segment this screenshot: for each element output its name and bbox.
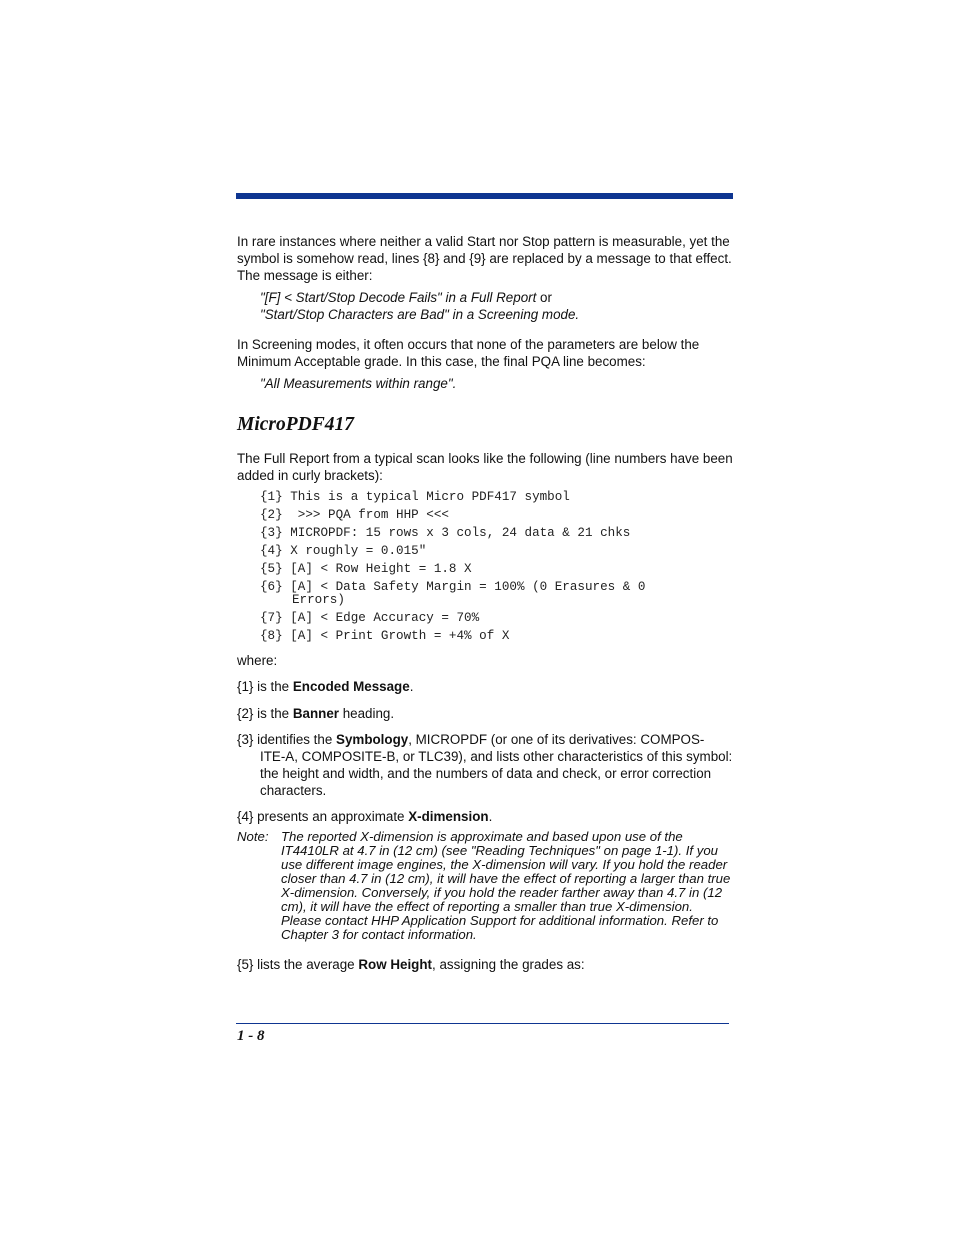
header-rule (236, 193, 733, 199)
item-text: , MICROPDF (or one of its derivatives: COMPOS- (408, 732, 705, 747)
code-line-continuation: Errors) (292, 593, 345, 607)
code-line: {7} [A] < Edge Accuracy = 70% (260, 611, 480, 625)
note-body: The reported X-dimension is approximate and based upon use of the IT4410LR at 4.7 in (12 cm) (see "Reading Techniques" on page 1-1). If you use different image engines, the X-dimension will vary. If you hold the reader closer than 4.7 in (12 cm), it will have the effect of reporting a larger than true X-dimension. Conversely, if you hold the reader farther away than 4.7 in (12 cm), it will have the effect of reporting a smaller than true X-dimension. Please contact HHP Application Support for additional information. Refer to Chapter 3 for contact information. (281, 829, 731, 942)
code-line: {2} >>> PQA from HHP <<< (260, 508, 449, 522)
list-item-4 (237, 808, 733, 825)
item-text: , assigning the grades as: (432, 957, 585, 972)
section-title: MicroPDF417 (237, 414, 354, 435)
item-term: X-dimension (408, 809, 489, 824)
footer-rule (236, 1023, 729, 1024)
item-term: Symbology (336, 732, 409, 747)
item-text: heading. (338, 706, 395, 721)
list-item-5 (237, 956, 733, 973)
note-label: Note: (237, 829, 269, 844)
code-line: {3} MICROPDF: 15 rows x 3 cols, 24 data & 21 chks (260, 526, 631, 540)
quote-start-stop-bad: "Start/Stop Characters are Bad" in a Screening mode. (260, 307, 580, 322)
page-body (237, 233, 733, 973)
item-term: Encoded Message (292, 679, 410, 694)
list-item-2 (237, 705, 733, 722)
screening-paragraph: In Screening modes, it often occurs that none of the parameters are below the Minimum Acceptable grade. In this case, the final PQA line becomes: (237, 337, 700, 369)
full-report-sample (260, 488, 733, 645)
code-line: {8} [A] < Print Growth = +4% of X (260, 629, 510, 643)
quote-or: or (536, 290, 552, 305)
item-text: . (409, 679, 414, 694)
intro-paragraph: In rare instances where neither a valid Start nor Stop pattern is measurable, yet the symbol is somehow read, lines {8} and {9} are replaced by a message to that effect. The message is either: (237, 234, 732, 283)
item-term: Banner (292, 706, 339, 721)
code-line: {1} This is a typical Micro PDF417 symbol (260, 490, 570, 504)
item-text: . (488, 809, 493, 824)
item-text: {3} identifies the (237, 732, 337, 747)
page-number: 1 - 8 (237, 1028, 265, 1044)
item-text: {5} lists the average (237, 957, 359, 972)
where-label: where: (237, 653, 278, 668)
code-line: {4} X roughly = 0.015" (260, 544, 427, 558)
item-term: Row Height (358, 957, 432, 972)
item-continuation: ITE-A, COMPOSITE-B, or TLC39), and lists other characteristics of this symbol: the height and width, and the numbers of data and check, or error correction characters. (260, 749, 733, 798)
section-lead: The Full Report from a typical scan looks like the following (line numbers have been added in curly brackets): (237, 451, 733, 483)
list-item-3 (237, 731, 733, 799)
note-block (237, 830, 733, 942)
item-text: {2} is the (237, 706, 293, 721)
item-text: {1} is the (237, 679, 293, 694)
quote-start-stop-fails (260, 289, 733, 306)
quote-text: "[F] < Start/Stop Decode Fails" in a Full Report (260, 290, 537, 305)
item-text: {4} presents an approximate (237, 809, 409, 824)
code-line: {5} [A] < Row Height = 1.8 X (260, 562, 472, 576)
quote-all-measurements: "All Measurements within range". (260, 376, 457, 391)
code-line: {6} [A] < Data Safety Margin = 100% (0 Erasures & 0 (260, 580, 646, 594)
list-item-1 (237, 678, 733, 695)
